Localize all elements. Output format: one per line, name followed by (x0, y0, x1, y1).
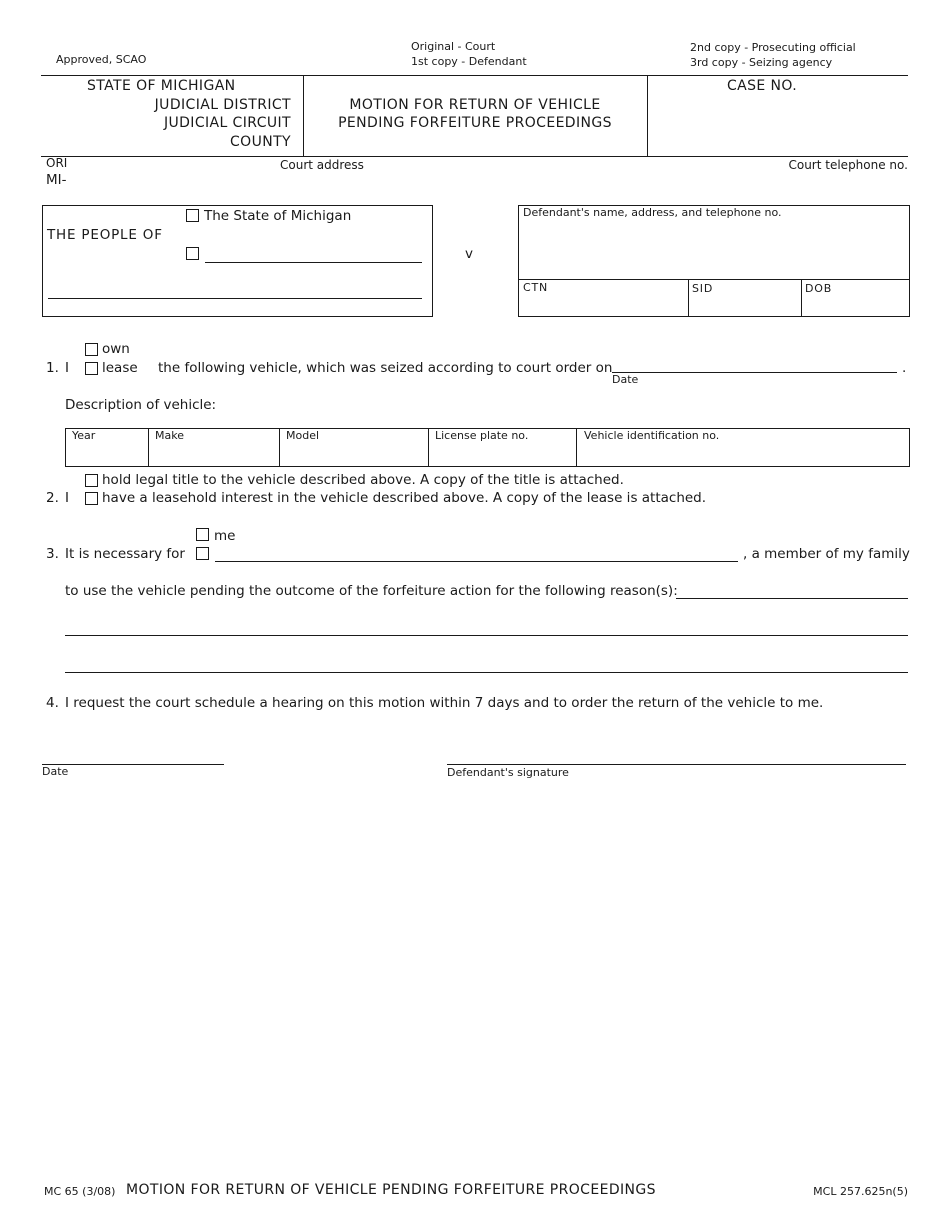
sid-field[interactable] (690, 295, 800, 315)
vehicle-vin-header: Vehicle identification no. (584, 429, 720, 442)
leasehold-label: have a leasehold interest in the vehicle described above. A copy of the lease is attached. (102, 490, 707, 506)
dob-field[interactable] (803, 295, 908, 315)
ctn-label: CTN (523, 281, 549, 294)
form-title-line-1: MOTION FOR RETURN OF VEHICLE (349, 97, 601, 113)
item-4-text: I request the court schedule a hearing on this motion within 7 days and to order the return of the vehicle to me. (65, 695, 824, 711)
footer-form-id: MC 65 (3/08) (44, 1185, 116, 1198)
lease-checkbox[interactable] (85, 362, 98, 375)
state-of-michigan-checkbox[interactable] (186, 209, 199, 222)
state-of-michigan-label: The State of Michigan (204, 208, 352, 224)
court-circuit: JUDICIAL CIRCUIT (163, 115, 291, 131)
court-state: STATE OF MICHIGAN (87, 78, 236, 94)
own-label: own (102, 341, 130, 357)
ori-label: ORI (46, 156, 68, 170)
case-no-label: CASE NO. (726, 78, 798, 94)
vehicle-col-divider-3 (428, 428, 429, 466)
vehicle-plate-field[interactable] (430, 445, 575, 465)
court-address-label: Court address (280, 158, 364, 172)
sid-label: SID (692, 282, 714, 295)
vehicle-model-header: Model (286, 429, 320, 442)
legal-title-label: hold legal title to the vehicle described above. A copy of the title is attached. (102, 472, 624, 488)
ctn-sid-divider (688, 279, 689, 316)
ori-value: MI- (46, 172, 67, 188)
other-plaintiff-checkbox[interactable] (186, 247, 199, 260)
vehicle-col-divider-1 (148, 428, 149, 466)
reason-field-1[interactable] (676, 583, 908, 599)
family-member-checkbox[interactable] (196, 547, 209, 560)
lease-label: lease (102, 360, 138, 376)
people-of-label: THE PEOPLE OF (47, 227, 163, 243)
seizure-date-field[interactable] (612, 357, 897, 373)
seizure-date-label: Date (612, 373, 639, 386)
defendant-box-divider (518, 279, 909, 280)
item-3-lead: It is necessary for (65, 546, 185, 562)
vehicle-year-header: Year (72, 429, 96, 442)
vehicle-description-label: Description of vehicle: (65, 397, 217, 413)
copy-second: 2nd copy - Prosecuting official (690, 41, 856, 54)
case-no-field[interactable] (656, 100, 901, 150)
defendant-signature-field[interactable] (447, 749, 906, 765)
copy-first: 1st copy - Defendant (411, 55, 527, 68)
vehicle-make-header: Make (155, 429, 184, 442)
item-2-pronoun: I (65, 490, 69, 506)
signature-date-field[interactable] (42, 749, 224, 765)
vehicle-vin-field[interactable] (578, 445, 908, 465)
versus-label: v (465, 246, 473, 262)
copy-original: Original - Court (411, 40, 496, 53)
vehicle-col-divider-4 (576, 428, 577, 466)
form-title-line-2: PENDING FORFEITURE PROCEEDINGS (338, 115, 612, 131)
caption-top-rule (41, 75, 908, 76)
reason-text: to use the vehicle pending the outcome of the forfeiture action for the following reason(s): (65, 583, 678, 599)
signature-date-label: Date (42, 765, 69, 778)
vehicle-year-field[interactable] (67, 445, 147, 465)
item-4-number: 4. (46, 695, 59, 711)
vehicle-model-field[interactable] (281, 445, 427, 465)
defendant-info-field[interactable] (520, 222, 907, 277)
me-label: me (214, 528, 236, 544)
item-1-period: . (902, 360, 907, 376)
vehicle-plate-header: License plate no. (435, 429, 529, 442)
other-plaintiff-field[interactable] (205, 247, 422, 263)
leasehold-checkbox[interactable] (85, 492, 98, 505)
item-1-pronoun: I (65, 360, 69, 376)
legal-title-checkbox[interactable] (85, 474, 98, 487)
item-1-text: the following vehicle, which was seized according to court order on (158, 360, 613, 376)
item-1-number: 1. (46, 360, 59, 376)
approved-label: Approved, SCAO (56, 53, 147, 66)
dob-label: DOB (805, 282, 833, 295)
family-member-field[interactable] (215, 546, 738, 562)
court-phone-label: Court telephone no. (788, 158, 908, 172)
own-checkbox[interactable] (85, 343, 98, 356)
court-county: COUNTY (229, 134, 291, 150)
me-checkbox[interactable] (196, 528, 209, 541)
item-2-number: 2. (46, 490, 59, 506)
sid-dob-divider (801, 279, 802, 316)
reason-field-2[interactable] (65, 620, 908, 636)
footer-form-title: MOTION FOR RETURN OF VEHICLE PENDING FORFEITURE PROCEEDINGS (126, 1182, 656, 1198)
reason-field-3[interactable] (65, 657, 908, 673)
footer-statute: MCL 257.625n(5) (813, 1185, 908, 1198)
caption-bottom-rule (41, 156, 908, 157)
defendant-signature-label: Defendant's signature (447, 766, 569, 779)
family-suffix: , a member of my family (743, 546, 910, 562)
vehicle-make-field[interactable] (150, 445, 278, 465)
vehicle-col-divider-2 (279, 428, 280, 466)
defendant-info-label: Defendant's name, address, and telephone no. (523, 206, 782, 219)
plaintiff-extra-field[interactable] (48, 283, 422, 299)
court-district: JUDICIAL DISTRICT (154, 97, 291, 113)
ctn-field[interactable] (520, 295, 686, 315)
item-3-number: 3. (46, 546, 59, 562)
copy-third: 3rd copy - Seizing agency (690, 56, 833, 69)
